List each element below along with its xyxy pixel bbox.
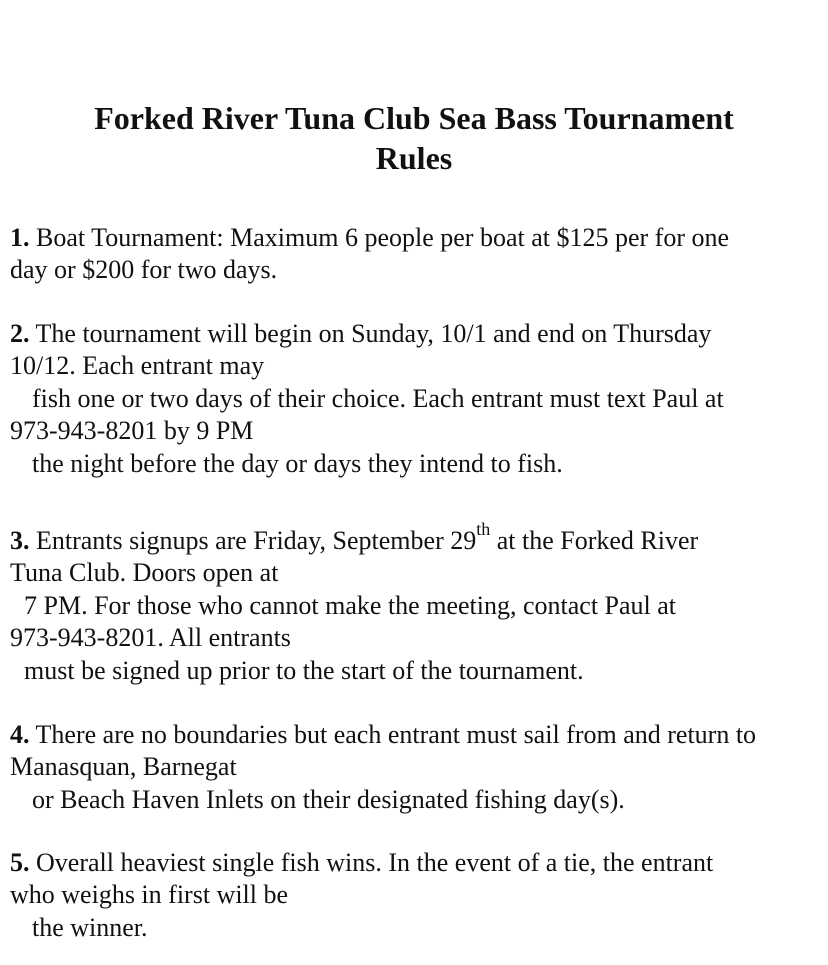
title-line-2: Rules: [375, 140, 453, 176]
rule-3-text-a: Entrants signups are Friday, September 29: [29, 526, 477, 555]
rule-4-text: There are no boundaries but each entrant must sail from and return to: [29, 720, 757, 749]
rule-3-line-5: must be signed up prior to the start of the tournament.: [24, 656, 584, 685]
rule-3-text-b: at the Forked River: [490, 526, 699, 555]
rule-2-number: 2.: [10, 319, 30, 348]
rule-1-line-2: day or $200 for two days.: [10, 255, 278, 284]
rule-5-line-3: the winner.: [32, 913, 148, 942]
rule-2-line-3: fish one or two days of their choice. Each entrant must text Paul at: [32, 384, 724, 413]
document-title: [0, 98, 828, 178]
rule-2-line-2: 10/12. Each entrant may: [10, 351, 265, 380]
rule-5-line-1: [10, 847, 713, 879]
rule-2-line-5: the night before the day or days they intend to fish.: [32, 449, 563, 478]
rule-3-ordinal-suffix: th: [476, 519, 491, 540]
rule-3-line-1: [10, 519, 699, 557]
rule-5-text: Overall heaviest single fish wins. In the event of a tie, the entrant: [29, 848, 714, 877]
rule-2-line-1: [10, 318, 711, 350]
rule-4-line-2: Manasquan, Barnegat: [10, 752, 237, 781]
rule-5-line-2: who weighs in first will be: [10, 880, 289, 909]
rule-3-line-2: Tuna Club. Doors open at: [10, 558, 279, 587]
rule-3-number: 3.: [10, 526, 30, 555]
rule-3-line-3: 7 PM. For those who cannot make the meeting, contact Paul at: [24, 591, 677, 620]
rule-5-number: 5.: [10, 848, 30, 877]
rule-1-text: Boat Tournament: Maximum 6 people per boat at $125 per for one: [29, 223, 730, 252]
rule-3-line-4: 973-943-8201. All entrants: [10, 623, 291, 652]
rule-1-number: 1.: [10, 223, 30, 252]
title-line-1: Forked River Tuna Club Sea Bass Tournament: [94, 100, 734, 136]
rule-2-line-4: 973-943-8201 by 9 PM: [10, 416, 254, 445]
rule-4-line-3: or Beach Haven Inlets on their designated fishing day(s).: [32, 785, 625, 814]
rule-4-line-1: [10, 719, 756, 751]
rule-4-number: 4.: [10, 720, 30, 749]
rule-1-line-1: [10, 222, 729, 254]
rule-2-text: The tournament will begin on Sunday, 10/1 and end on Thursday: [29, 319, 712, 348]
